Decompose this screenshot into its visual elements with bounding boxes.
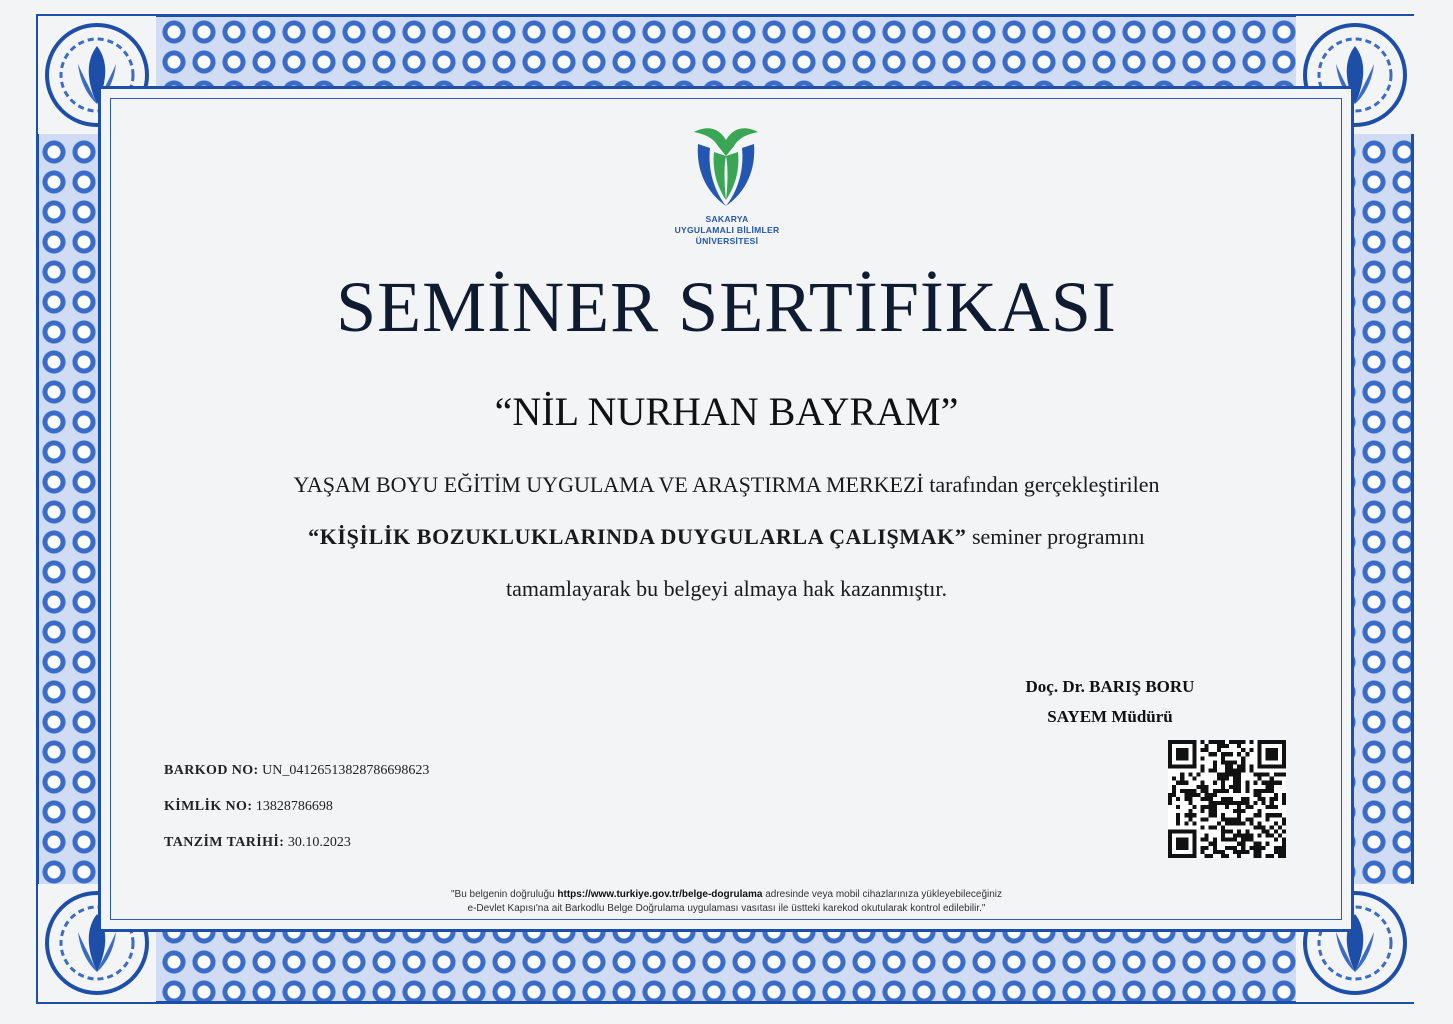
date-label: TANZİM TARİHİ: [164,835,285,850]
university-name-line2: UYGULAMALI BİLİMLER [674,225,780,235]
university-name [600,214,854,247]
verification-note-part2: adresinde veya mobil cihazlarınıza yükleyebileceğiniz [762,889,1003,900]
date-value: 30.10.2023 [284,835,351,850]
barcode-value: UN_04126513828786698623 [258,763,430,778]
barcode-row [164,761,429,781]
signature-block [990,672,1230,732]
verification-note-line2: e-Devlet Kapısı'na ait Barkodlu Belge Doğrulama uygulaması vasıtası ile üstteki karekod okutularak kontrol edilebilir." [467,903,986,914]
id-value: 13828786698 [252,799,333,814]
id-label: KİMLİK NO: [164,799,253,814]
program-line [0,522,1453,552]
organizer-name: YAŞAM BOYU EĞİTİM UYGULAMA VE ARAŞTIRMA MERKEZİ [293,472,924,497]
date-row [164,833,351,853]
verification-note-line1 [300,888,1153,902]
certificate-title: SEMİNER SERTİFİKASI [336,267,1117,347]
qr-code-icon[interactable] [1168,740,1286,858]
university-name-line3: ÜNİVERSİTESİ [695,236,759,246]
verification-link[interactable]: https://www.turkiye.gov.tr/belge-dogrulama [557,889,763,900]
organizer-suffix: tarafından gerçekleştirilen [923,472,1160,497]
signer-role: SAYEM Müdürü [1047,707,1173,726]
organizer-line [0,470,1453,500]
program-name: “KİŞİLİK BOZUKLUKLARINDA DUYGULARLA ÇALIŞMAK” [308,524,967,549]
signer-name: Doç. Dr. BARIŞ BORU [1025,677,1195,696]
barcode-label: BARKOD NO: [164,763,259,778]
id-row [164,797,333,817]
tulip-logo-icon [690,122,762,208]
program-suffix: seminer programını [966,524,1145,549]
recipient-name: “NİL NURHAN BAYRAM” [494,389,959,434]
verification-note-part1: "Bu belgenin doğruluğu [450,889,558,900]
verification-note [300,888,1153,916]
closing-line: tamamlayarak bu belgeyi almaya hak kazanmıştır. [505,576,948,601]
university-name-line1: SAKARYA [705,214,749,224]
